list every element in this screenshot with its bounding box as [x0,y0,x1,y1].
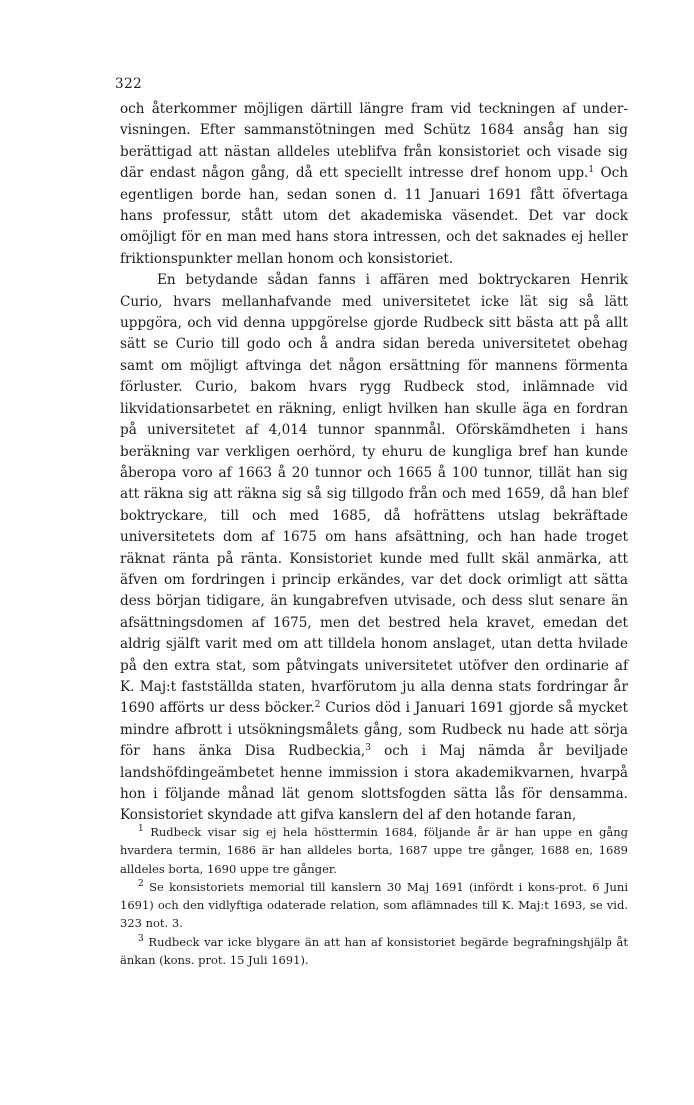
paragraph-1 [120,99,628,270]
page-number: 322 [115,76,143,92]
footnote-1 [120,823,628,878]
footnote-3-text: Rudbeck var icke blygare än att han af konsistoriet begärde begrafningshjälp åt änkan (kons. prot. 15 Juli 1691). [120,934,628,968]
paragraph-1-text-b: Och egentligen borde han, sedan sonen d. 11 Januari 1691 fått öfvertaga hans professur, stått utom det akademiska väsendet. Det var dock omöjligt för en man med hans stora intressen, och det saknades ej heller friktionspunkter mellan honom och konsistoriet. [120,165,629,267]
paragraph-1-text-a: och återkommer möjligen därtill längre fram vid teckningen af undervisningen. Efter sammanstötningen med Schütz 1684 ansåg han sig berättigad att nästan alldeles uteblifva från konsistoriet och visade sig där endast någon gång, då ett speciellt intresse dref honom upp. [120,101,628,182]
footnote-mark-3: 3 [138,933,144,944]
paragraph-2-text-c: och i Maj nämda år beviljade landshöfdingeämbetet henne immission i stora akademikvarnen, hvarpå hon i följande månad lät genom slottsfogden sätta lås för densamma. Konsistoriet skyndade att gifva kanslern del af den hotande faran, [120,743,628,824]
paragraph-2-text-a: En betydande sådan fanns i affären med boktryckaren Henrik Curio, hvars mellanhafvande med universitetet icke lät sig så lätt uppgöra, och vid denna uppgörelse gjorde Rudbeck sitt bästa att på allt sätt se Curio till godo och å andra sidan bereda universitetet obehag samt om möjligt aftvinga det någon ersättning för mannens förmenta förluster. Curio, bakom hvars rygg Rudbeck stod, inlämnade vid likvidationsarbetet en räkning, enligt hvilken han skulle äga en fordran på universitetet af 4,014 tunnor spannmål. Oförskämdheten i hans beräkning var verkligen oerhörd, ty ehuru de kungliga bref han kunde åberopa voro af 1663 å 20 tunnor och 1665 å 100 tunnor, tillät han sig att räkna sig att räkna sig så sig tillgodo från och med 1659, då han blef boktryckare, till och med 1685, då hofrättens utslag bekräftade universitetets dom af 1675 om hans afsättning, och han hade troget räknat ränta på ränta. Konsistoriet kunde med fullt skäl anmärka, att äfven om fordringen i princip erkändes, var det dock orimligt att sätta dess början tidigare, än kungabrefven utvisade, och dess slut senare än afsättningsdomen af 1675, men det bestred hela kravet, emedan det aldrig själft varit med om att tilldela honom anslaget, utan detta hvilade på den extra stat, som påtvingats universitetet utöfver den ordinarie af K. Maj:t fastställda staten, hvarförutom ju alla denna stats fordringar år 1690 afförts ur dess böcker. [120,272,628,717]
footnote-2-text: Se konsistoriets memorial till kanslern 30 Maj 1691 (infördt i kons-prot. 6 Juni 1691) och den vidlyftiga odaterade relation, som aflämnades till K. Maj:t 1693, se vid. 323 not. 3. [120,879,628,931]
footnote-mark-1: 1 [138,824,144,834]
footnote-ref-3: 3 [365,743,371,754]
footnotes [120,823,628,969]
paragraph-2 [120,270,628,827]
footnote-mark-2: 2 [138,878,144,889]
main-text [120,99,628,827]
footnote-ref-1: 1 [588,165,595,176]
paragraph-2-text-b: Curios död i Januari 1691 gjorde så mycket mindre afbrott i utsökningsmålets gång, som Rudbeck nu hade att sörja för hans änka Disa Rudbeckia, [120,700,628,760]
footnote-1-text: Rudbeck visar sig ej hela hösttermin 1684, följande år är han uppe en gång hvardera termin, 1686 är han alldeles borta, 1687 uppe tre gånger, 1688 en, 1689 alldeles borta, 1690 uppe tre gånger. [120,825,628,876]
footnote-ref-2: 2 [314,700,321,711]
footnote-3 [120,933,628,970]
footnote-2 [120,878,628,933]
